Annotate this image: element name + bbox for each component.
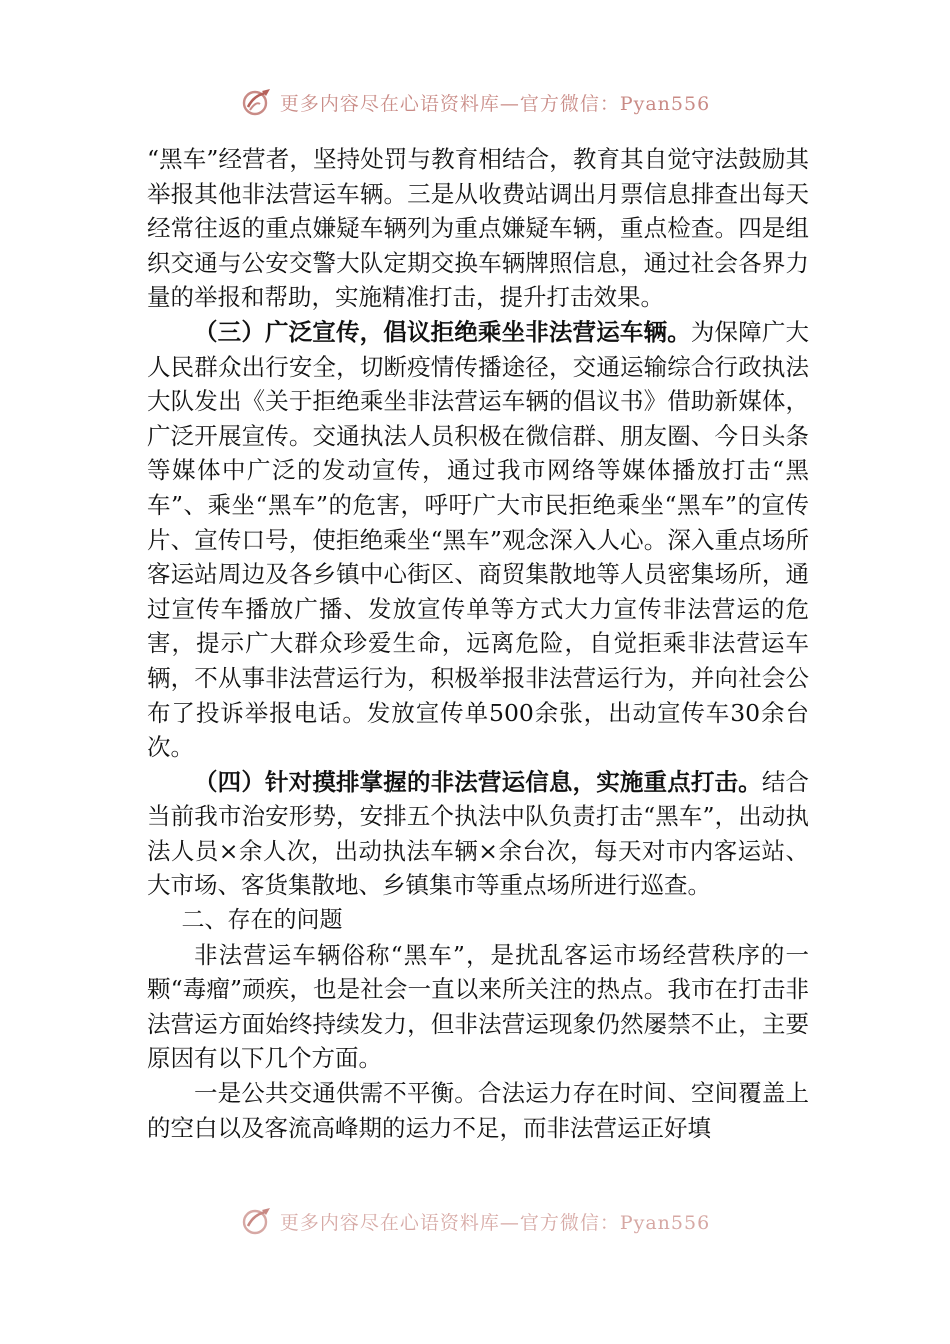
pen-swirl-logo-icon [240, 1206, 274, 1236]
paragraph [147, 315, 809, 765]
paragraph [147, 765, 809, 903]
subsection-heading: （四）针对摸排掌握的非法营运信息，实施重点打击。 [194, 767, 762, 796]
document-body [147, 142, 809, 1145]
subsection-heading: （三）广泛宣传，倡议拒绝乘坐非法营运车辆。 [194, 317, 691, 346]
paragraph-text: 结合当前我市治安形势，安排五个执法中队负责打击“黑车”，出动执法人员×余人次，出动执法车辆×余台次，每天对市内客运站、大市场、客货集散地、乡镇集市等重点场所进行巡查。 [147, 767, 810, 900]
paragraph-text: 为保障广大人民群众出行安全，切断疫情传播途径，交通运输综合行政执法大队发出《关于拒绝乘坐非法营运车辆的倡议书》借助新媒体，广泛开展宣传。交通执法人员积极在微信群、朋友圈、今日头条等媒体中广泛的发动宣传，通过我市网络等媒体播放打击“黑车”、乘坐“黑车”的危害，呼吁广大市民拒绝乘坐“黑车”的宣传片、宣传口号，使拒绝乘坐“黑车”观念深入人心。深入重点场所客运站周边及各乡镇中心街区、商贸集散地等人员密集场所，通过宣传车播放广播、发放宣传单等方式大力宣传非法营运的危害，提示广大群众珍爱生命，远离危险，自觉拒乘非法营运车辆，不从事非法营运行为，积极举报非法营运行为，并向社会公布了投诉举报电话。发放宣传单500余张，出动宣传车30余台次。 [147, 317, 809, 762]
watermark-text: 更多内容尽在心语资料库—官方微信：Pyan556 [279, 1211, 711, 1234]
paragraph: “黑车”经营者，坚持处罚与教育相结合，教育其自觉守法鼓励其举报其他非法营运车辆。三是从收费站调出月票信息排查出每天经常往返的重点嫌疑车辆列为重点嫌疑车辆，重点检查。四是组织交通与公安交警大队定期交换车辆牌照信息，通过社会各界力量的举报和帮助，实施精准打击，提升打击效果。 [147, 145, 809, 312]
paragraph: 非法营运车辆俗称“黑车”，是扰乱客运市场经营秩序的一颗“毒瘤”顽疾，也是社会一直以来所关注的热点。我市在打击非法营运方面始终持续发力，但非法营运现象仍然屡禁不止，主要原因有以下几个方面。 [147, 940, 809, 1073]
pen-swirl-logo-icon [240, 87, 274, 117]
watermark-footer [0, 1206, 950, 1236]
paragraph: 一是公共交通供需不平衡。合法运力存在时间、空间覆盖上的空白以及客流高峰期的运力不足，而非法营运正好填 [147, 1079, 809, 1142]
section-heading: 二、存在的问题 [181, 907, 343, 934]
watermark-text: 更多内容尽在心语资料库—官方微信：Pyan556 [279, 92, 711, 115]
watermark-header [0, 84, 950, 120]
